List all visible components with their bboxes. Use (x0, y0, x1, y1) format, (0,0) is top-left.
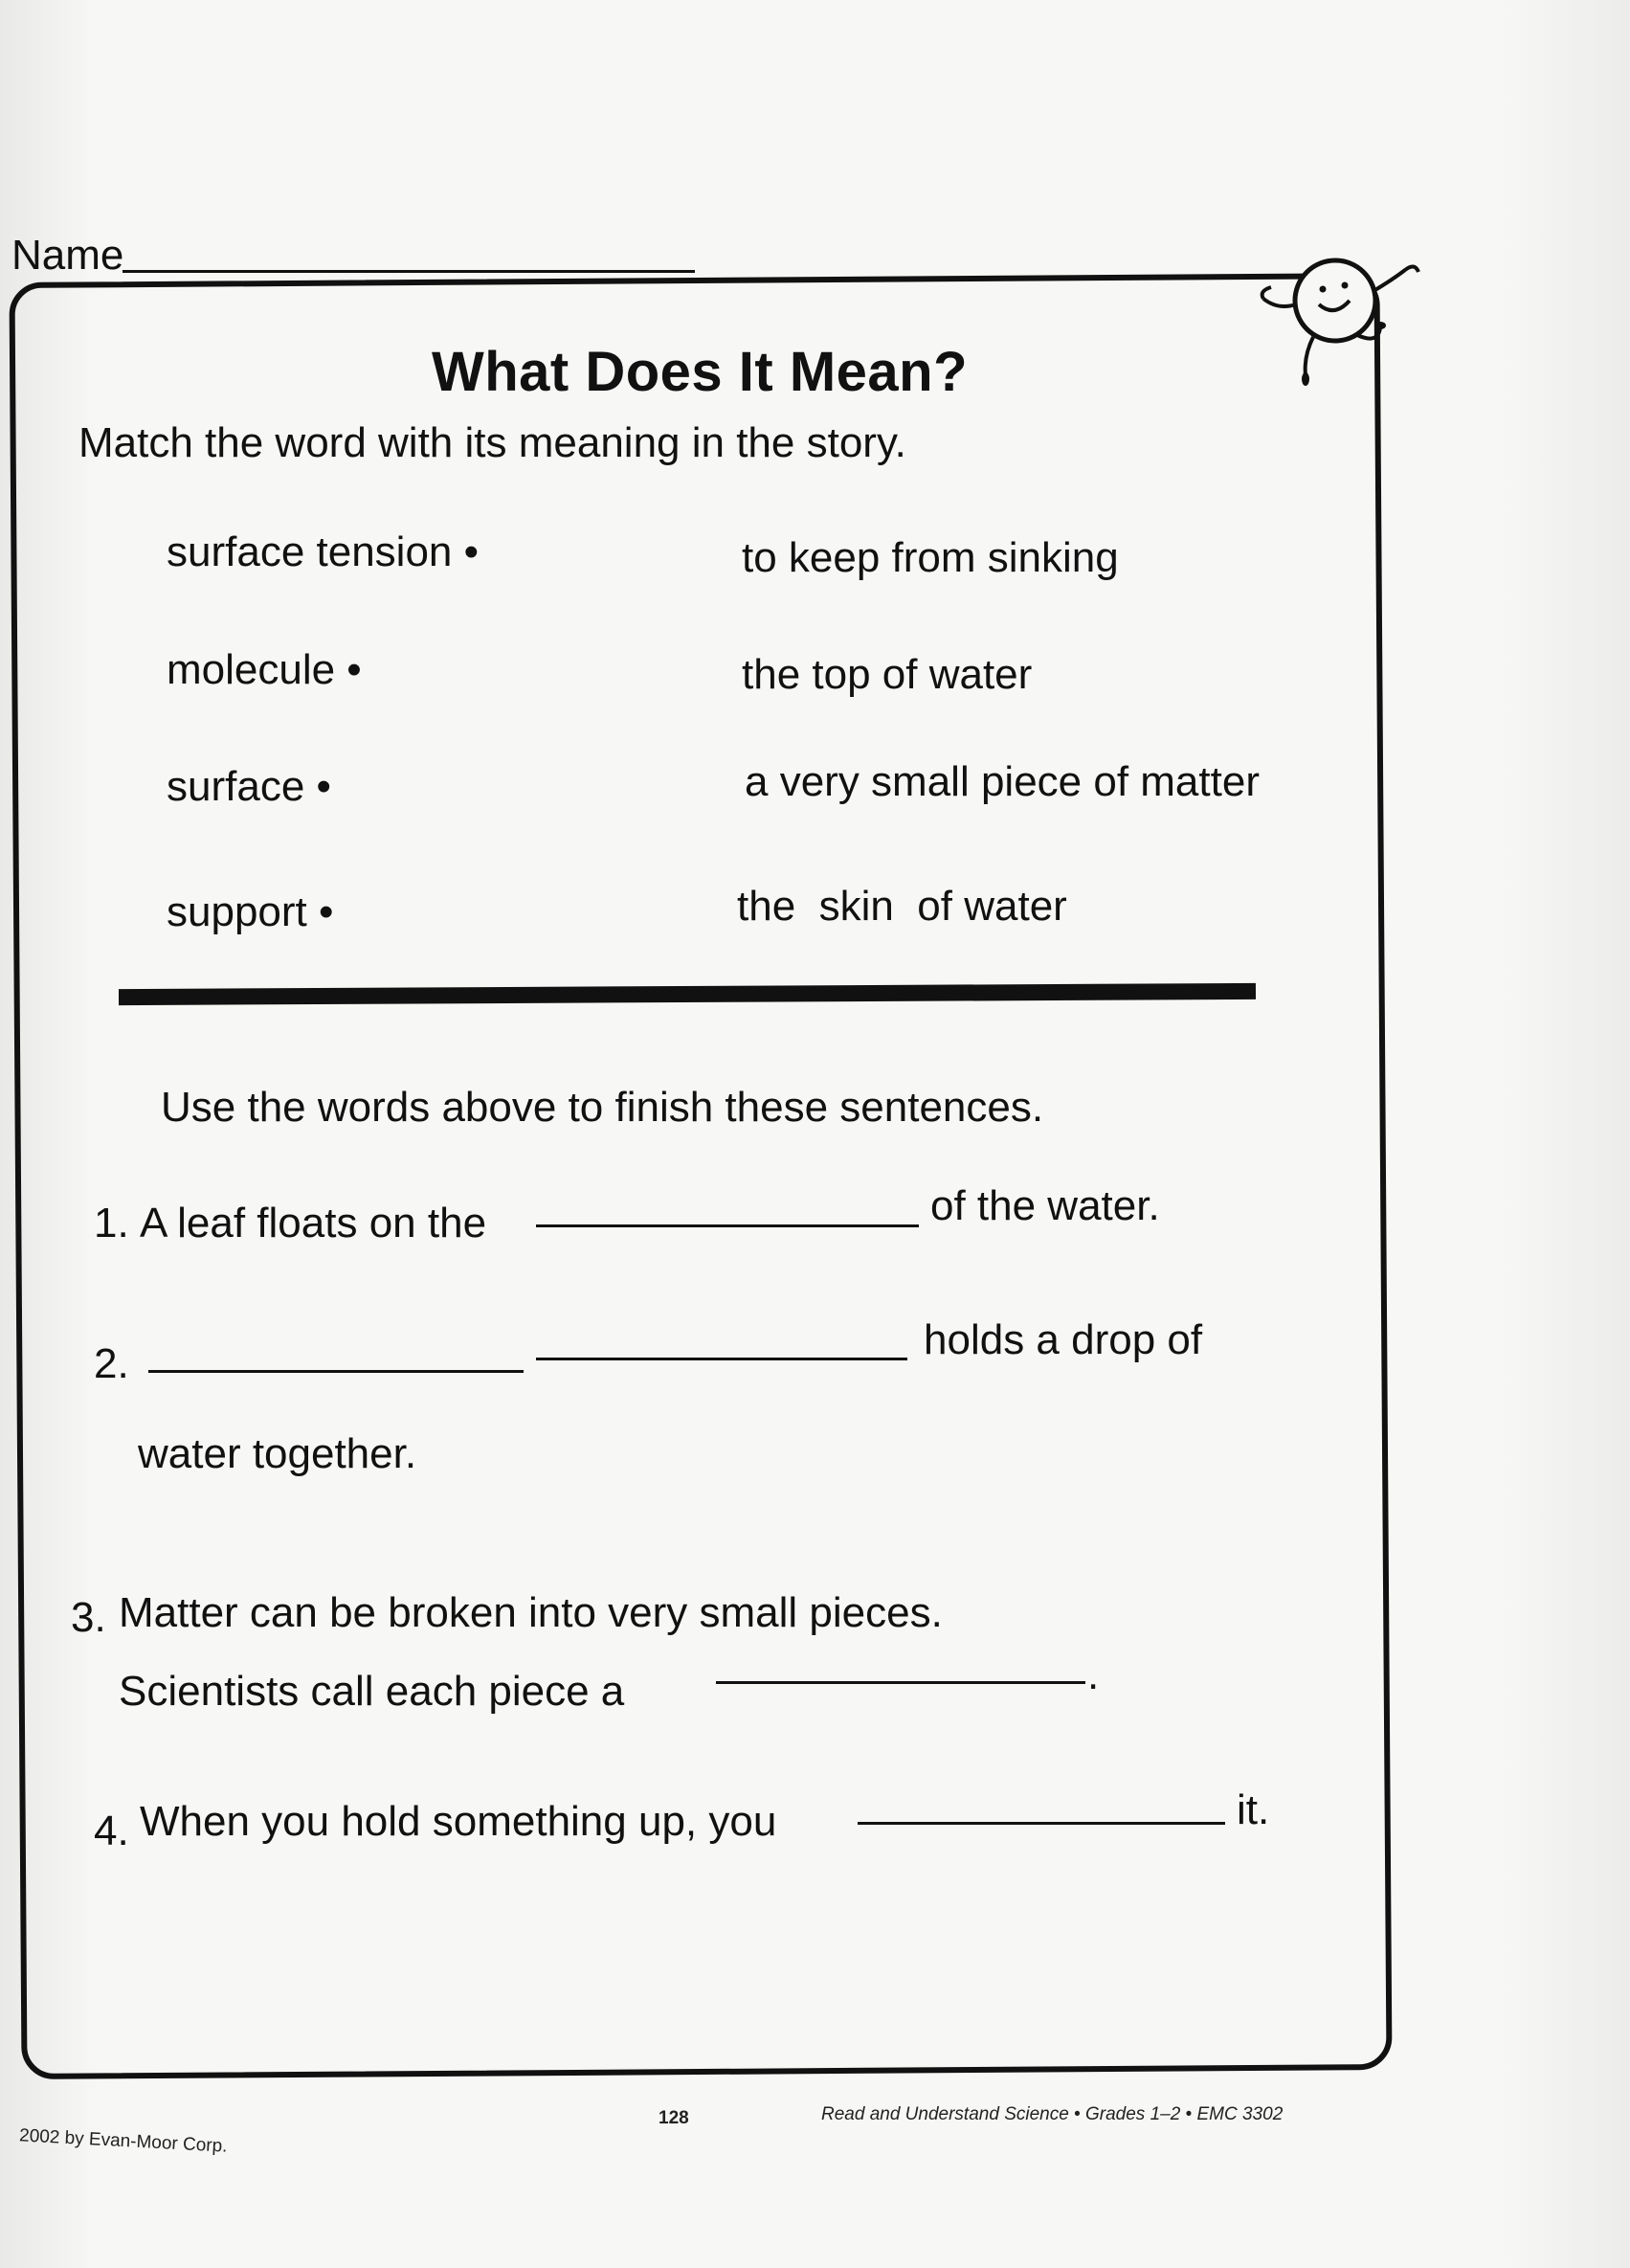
q1-text-before: A leaf floats on the (140, 1200, 487, 1246)
match-meaning-keep-from-sinking[interactable]: to keep from sinking (742, 534, 1119, 581)
name-field-line[interactable] (123, 270, 695, 273)
q1-answer-blank[interactable] (536, 1224, 919, 1227)
sentence-instructions: Use the words above to finish these sentences. (161, 1084, 1044, 1131)
match-meaning-skin-of-water[interactable]: the skin of water (737, 883, 1067, 930)
q2-answer-blank-2[interactable] (536, 1358, 907, 1360)
worksheet-title: What Does It Mean? (431, 341, 969, 403)
q3-text-end: . (1087, 1651, 1100, 1698)
match-word-support[interactable]: support • (167, 888, 334, 935)
q2-text-after: holds a drop of (924, 1316, 1203, 1363)
match-meaning-small-piece-of-matter[interactable]: a very small piece of matter (745, 758, 1260, 805)
q1-text-after: of the water. (930, 1182, 1160, 1229)
matching-instructions: Match the word with its meaning in the story. (78, 419, 906, 466)
match-word-surface-tension[interactable]: surface tension • (167, 528, 480, 575)
q3-number: 3. (71, 1594, 106, 1641)
q3-text-line1: Matter can be broken into very small pieces. (119, 1589, 943, 1636)
q4-answer-blank[interactable] (858, 1822, 1225, 1825)
q2-text-line2: water together. (138, 1430, 417, 1477)
match-word-surface[interactable]: surface • (167, 763, 331, 810)
q4-text-before: When you hold something up, you (140, 1798, 777, 1845)
page-number: 128 (659, 2108, 689, 2128)
q3-text-line2: Scientists call each piece a (119, 1668, 625, 1715)
match-word-molecule[interactable]: molecule • (167, 646, 362, 693)
q2-number: 2. (94, 1340, 129, 1387)
copyright-notice: 2002 by Evan-Moor Corp. (18, 2125, 228, 2157)
q2-answer-blank-1[interactable] (148, 1370, 524, 1373)
match-meaning-top-of-water[interactable]: the top of water (742, 651, 1033, 698)
book-title-footer: Read and Understand Science • Grades 1–2 • EMC 3302 (821, 2104, 1284, 2124)
name-label: Name (11, 232, 124, 279)
q1-number: 1. (94, 1200, 129, 1246)
q4-number: 4. (94, 1808, 129, 1854)
q4-text-after: it. (1237, 1786, 1270, 1833)
q3-answer-blank[interactable] (716, 1681, 1085, 1684)
